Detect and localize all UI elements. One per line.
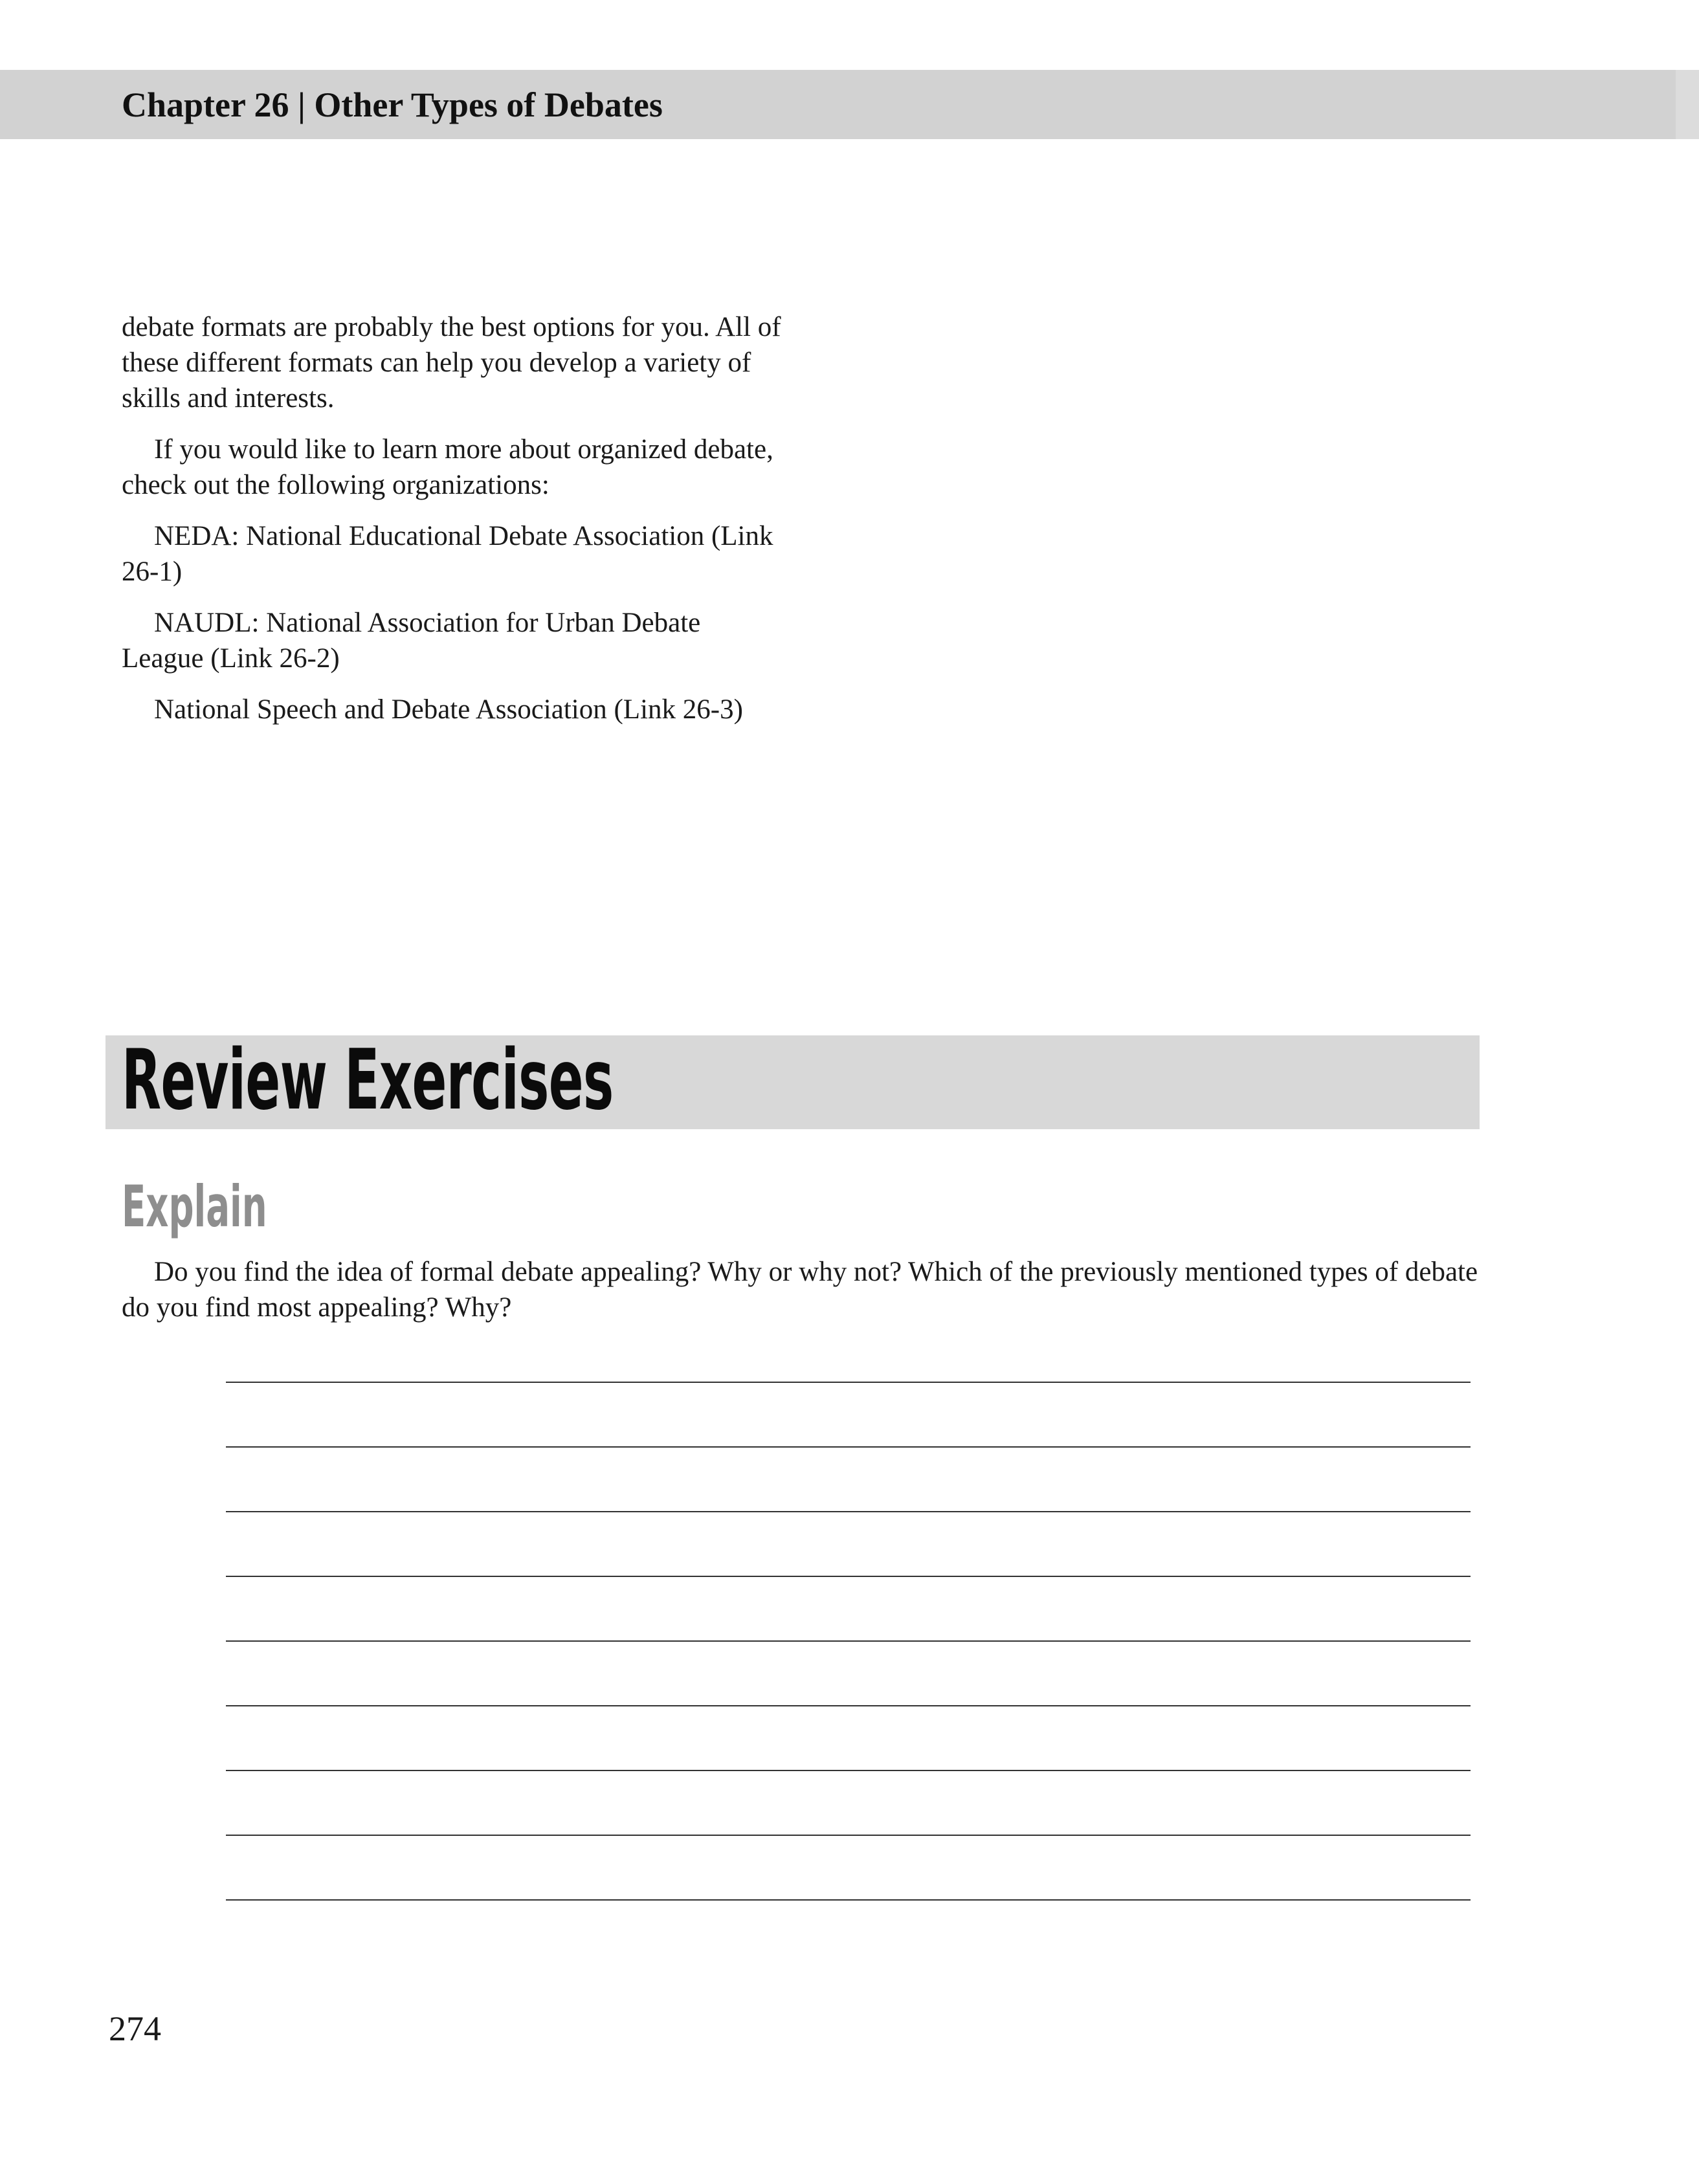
answer-line[interactable] bbox=[226, 1899, 1471, 1901]
organization-neda: NEDA: National Educational Debate Association (Link 26-1) bbox=[122, 521, 773, 587]
answer-line[interactable] bbox=[226, 1835, 1471, 1836]
body-text bbox=[122, 309, 782, 743]
review-exercises-heading: Review Exercises bbox=[122, 1032, 614, 1129]
answer-line[interactable] bbox=[226, 1382, 1471, 1383]
explain-subheading: Explain bbox=[122, 1173, 267, 1240]
answer-line[interactable] bbox=[226, 1770, 1471, 1771]
answer-line[interactable] bbox=[226, 1446, 1471, 1448]
organization-nsda: National Speech and Debate Association (Link 26-3) bbox=[154, 694, 743, 725]
page-number: 274 bbox=[109, 2009, 161, 2048]
answer-line[interactable] bbox=[226, 1705, 1471, 1706]
paragraph-organizations-intro: If you would like to learn more about organized debate, check out the following organizations: bbox=[122, 434, 773, 500]
organization-naudl: NAUDL: National Association for Urban Debate League (Link 26-2) bbox=[122, 608, 701, 674]
header-band-edge bbox=[1676, 70, 1699, 139]
answer-line[interactable] bbox=[226, 1511, 1471, 1512]
paragraph-continuation: debate formats are probably the best options for you. All of these different formats can help you develop a variety of skills and interests. bbox=[122, 312, 781, 414]
chapter-title: Chapter 26 | Other Types of Debates bbox=[122, 85, 663, 124]
exercise-question: Do you find the idea of formal debate appealing? Why or why not? Which of the previously mentioned types of debate do you find most appealing? Why? bbox=[122, 1257, 1478, 1323]
answer-line[interactable] bbox=[226, 1576, 1471, 1577]
answer-lines bbox=[226, 1382, 1471, 1964]
answer-line[interactable] bbox=[226, 1640, 1471, 1642]
